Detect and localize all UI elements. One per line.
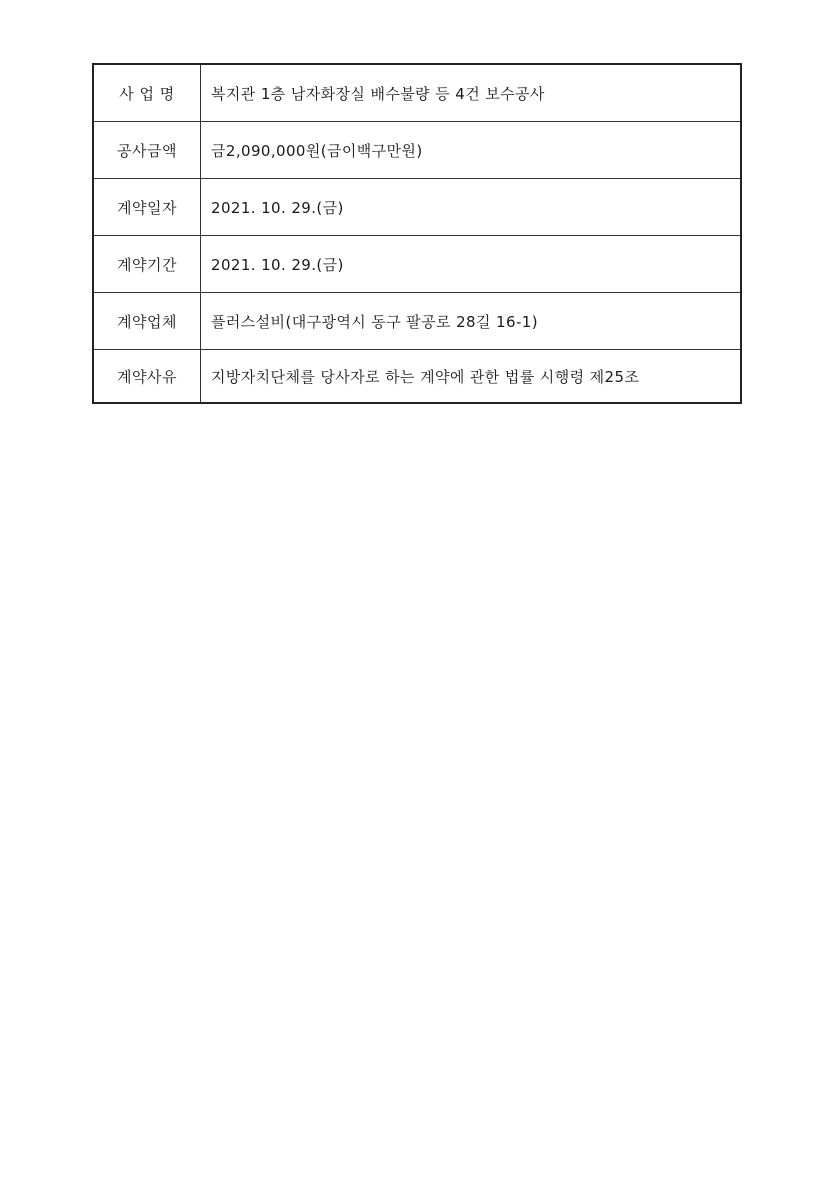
row-project-name xyxy=(93,64,741,122)
value-contract-reason: 지방자치단체를 당사자로 하는 계약에 관한 법률 시행령 제25조 xyxy=(201,350,742,404)
label-contract-period: 계약기간 xyxy=(93,236,201,293)
contract-info-table xyxy=(92,63,742,404)
row-contract-reason xyxy=(93,350,741,404)
row-contractor xyxy=(93,293,741,350)
label-project-name: 사 업 명 xyxy=(93,64,201,122)
value-contract-date: 2021. 10. 29.(금) xyxy=(201,179,742,236)
value-project-name: 복지관 1층 남자화장실 배수불량 등 4건 보수공사 xyxy=(201,64,742,122)
label-contract-reason: 계약사유 xyxy=(93,350,201,404)
label-construction-amount: 공사금액 xyxy=(93,122,201,179)
value-contractor: 플러스설비(대구광역시 동구 팔공로 28길 16-1) xyxy=(201,293,742,350)
row-construction-amount xyxy=(93,122,741,179)
row-contract-period xyxy=(93,236,741,293)
value-construction-amount: 금2,090,000원(금이백구만원) xyxy=(201,122,742,179)
value-contract-period: 2021. 10. 29.(금) xyxy=(201,236,742,293)
label-contract-date: 계약일자 xyxy=(93,179,201,236)
row-contract-date xyxy=(93,179,741,236)
label-contractor: 계약업체 xyxy=(93,293,201,350)
